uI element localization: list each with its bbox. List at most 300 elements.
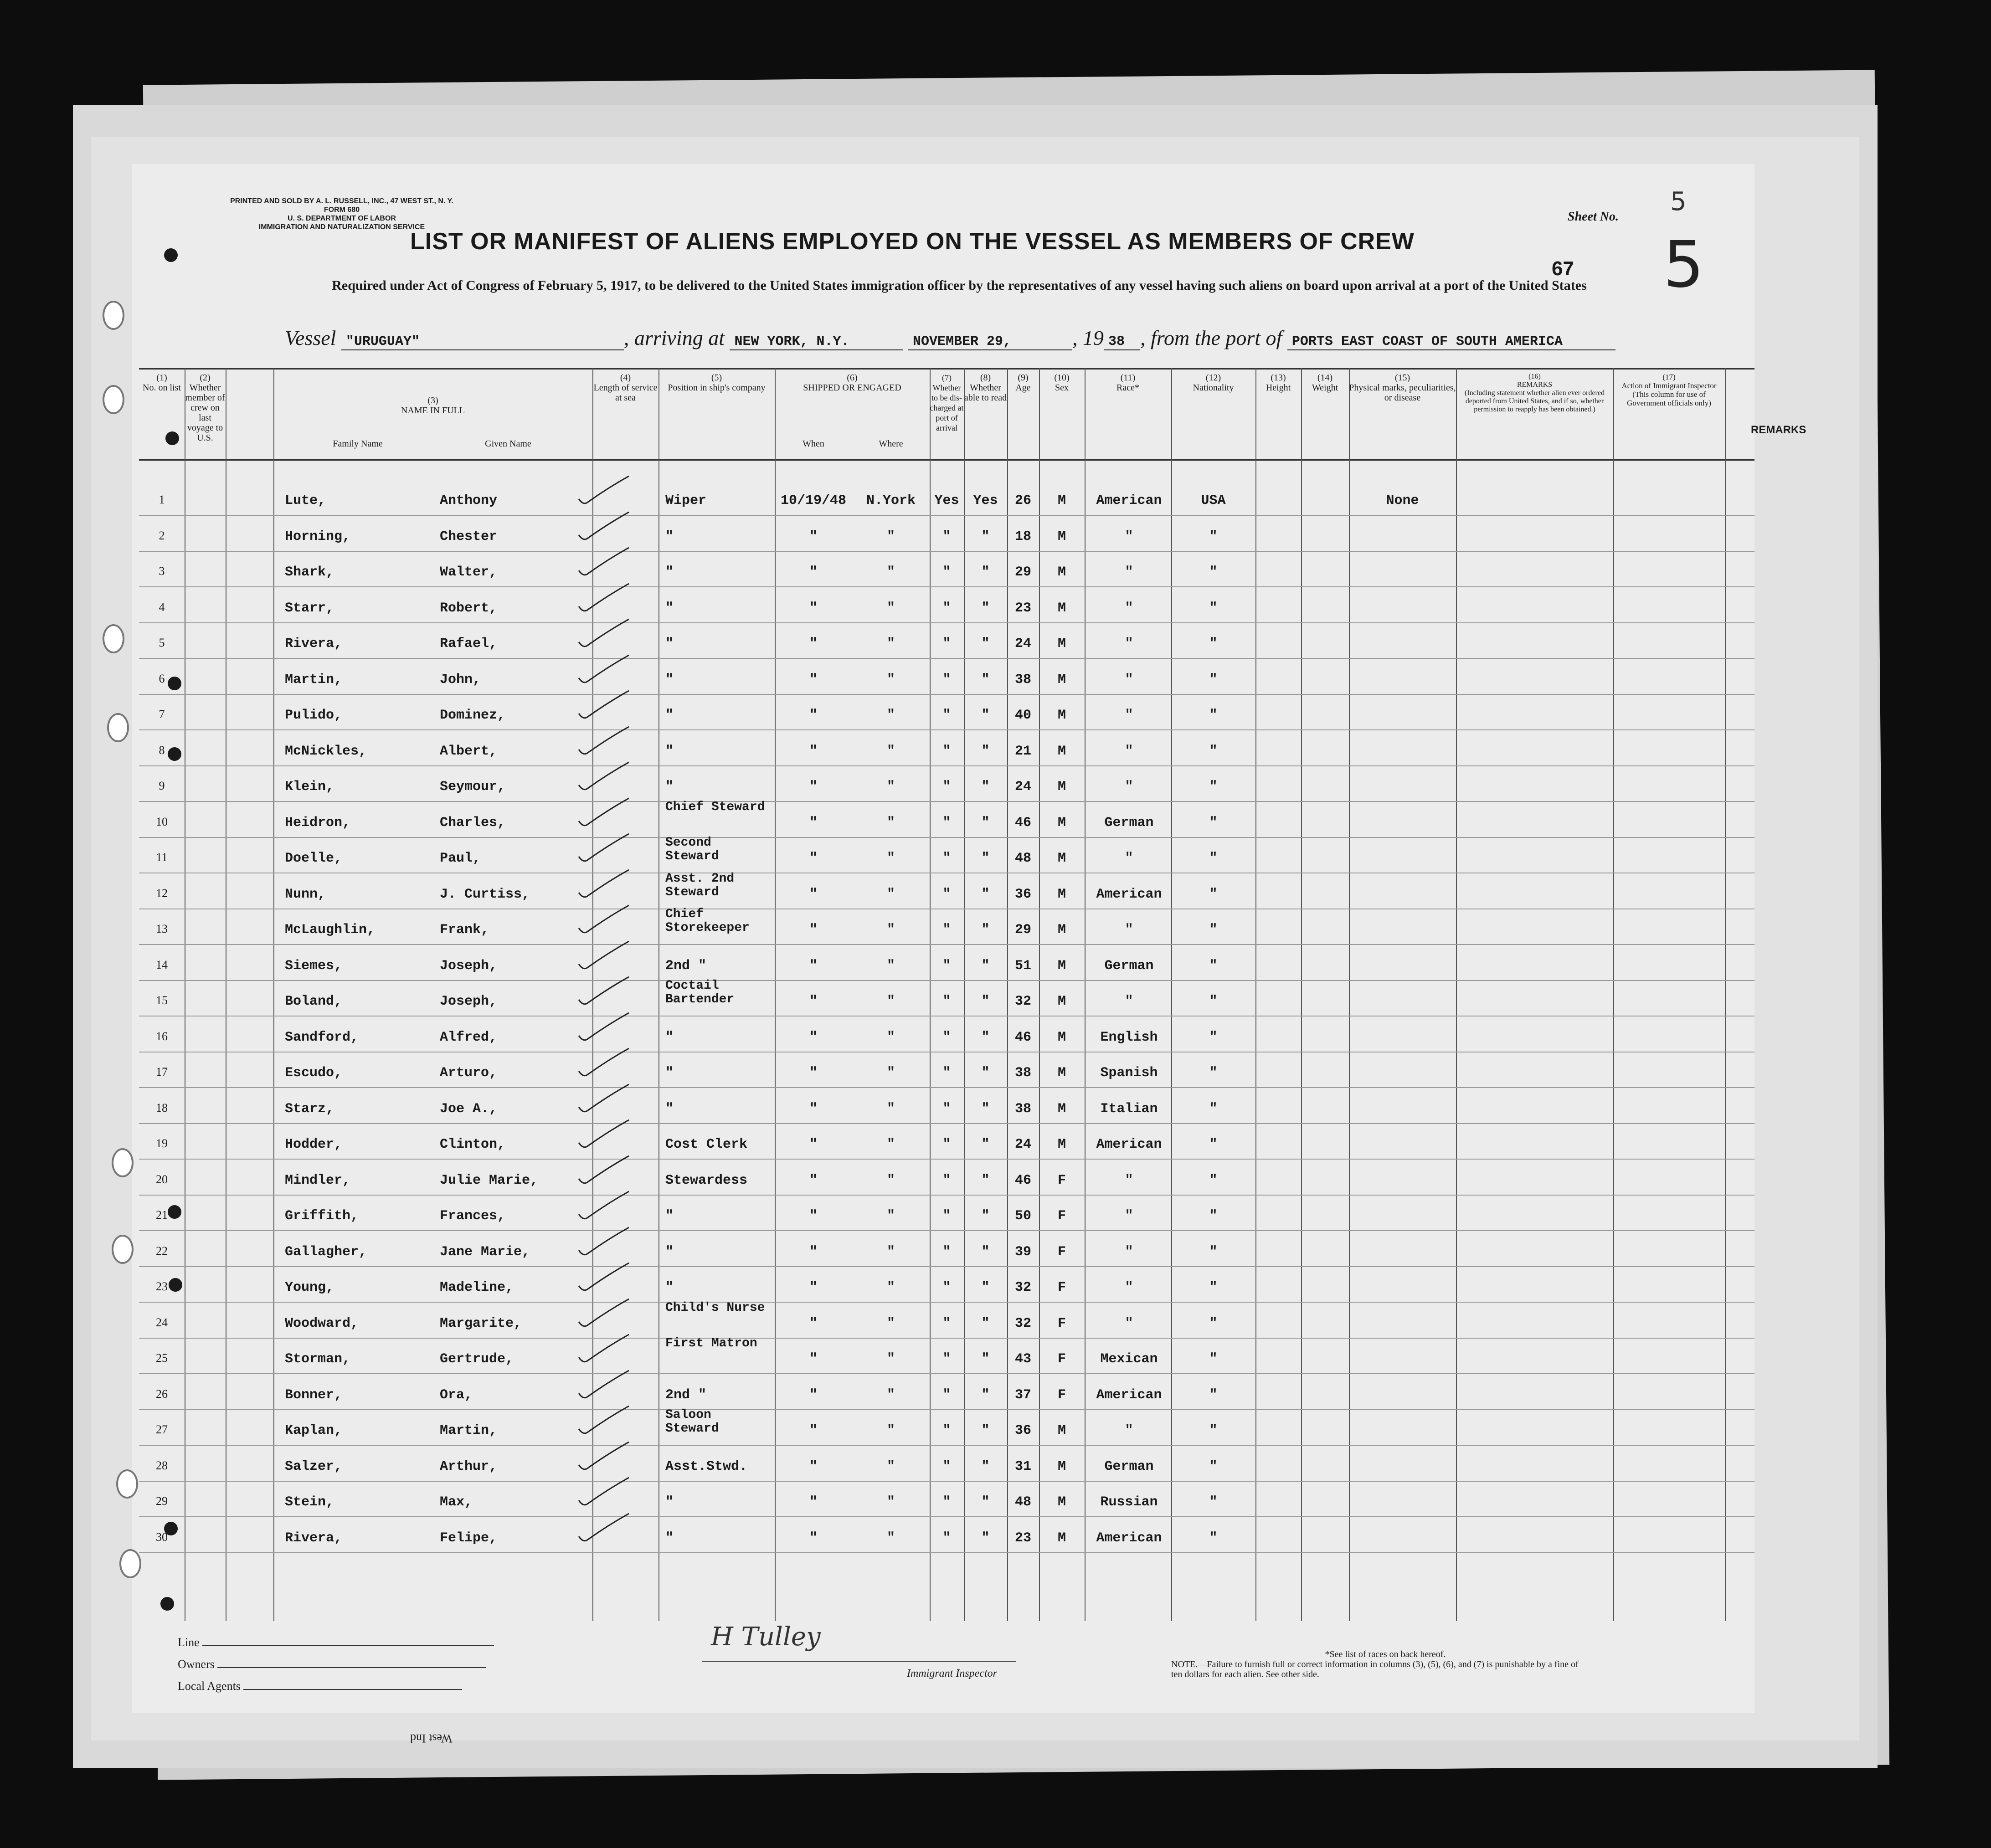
cell-given-name: Gertrude,	[440, 1351, 514, 1367]
cell-race: American	[1096, 886, 1162, 902]
column-header-when: When	[803, 439, 824, 449]
cell-nationality: USA	[1201, 493, 1226, 508]
column-header-given-name: Given Name	[485, 439, 531, 449]
cell-age: 24	[1014, 1137, 1031, 1152]
cell-position: "	[665, 1101, 674, 1117]
arrival-date: NOVEMBER 29,	[908, 334, 1072, 350]
cell-given-name: Arturo,	[440, 1065, 498, 1081]
cell-shipped-where: "	[886, 672, 895, 688]
cell-row-number: 26	[156, 1387, 168, 1401]
cell-nationality: "	[1209, 1101, 1218, 1117]
cell-able-to-read: "	[981, 958, 990, 974]
cell-discharged: "	[942, 1101, 951, 1117]
table-row	[139, 1198, 1754, 1236]
cell-sex: M	[1057, 779, 1066, 795]
cell-family-name: Salzer,	[285, 1458, 343, 1474]
column-header-position: (5) Position in ship's company	[668, 373, 766, 393]
cell-race: "	[1125, 1244, 1133, 1260]
cell-given-name: Robert,	[440, 600, 498, 616]
cell-family-name: Young,	[285, 1280, 334, 1295]
cell-row-number: 27	[156, 1423, 168, 1436]
table-row	[139, 1163, 1754, 1200]
arriving-port: NEW YORK, N.Y.	[730, 334, 903, 350]
printer-line: U. S. DEPARTMENT OF LABOR	[288, 215, 396, 222]
cell-able-to-read: "	[981, 1137, 990, 1152]
table-row	[139, 1270, 1754, 1307]
cell-family-name: McNickles,	[285, 743, 367, 759]
check-mark-icon	[576, 724, 631, 761]
cell-position: "	[665, 1065, 674, 1081]
cell-age: 18	[1014, 529, 1031, 544]
check-mark-icon	[576, 617, 631, 653]
check-mark-icon	[576, 760, 631, 796]
cell-race: "	[1125, 708, 1133, 723]
cell-shipped-when: "	[809, 851, 818, 866]
cell-able-to-read: "	[981, 1530, 990, 1546]
cell-position: "	[665, 529, 674, 544]
column-header-inspector-action: (17) Action of Immigrant Inspector (This column for use of Government officials only)	[1621, 373, 1717, 407]
cell-shipped-when: "	[809, 529, 818, 544]
cell-able-to-read: "	[981, 708, 990, 723]
binder-ring-icon	[116, 1469, 138, 1499]
cell-sex: M	[1057, 708, 1066, 723]
cell-shipped-where: "	[886, 600, 895, 616]
cell-given-name: Paul,	[440, 851, 481, 866]
cell-shipped-where: "	[886, 1423, 895, 1438]
table-row	[139, 662, 1754, 699]
cell-sex: F	[1057, 1172, 1066, 1188]
table-row	[139, 907, 1754, 950]
cell-shipped-when: "	[809, 1172, 818, 1188]
cell-race: "	[1125, 672, 1133, 688]
cell-discharged: "	[942, 1029, 951, 1045]
check-mark-icon	[576, 975, 631, 1011]
vessel-name: "URUGUAY"	[341, 334, 624, 350]
check-mark-icon	[576, 1011, 631, 1047]
row-rule	[139, 1445, 1754, 1446]
cell-row-number: 17	[156, 1065, 168, 1078]
check-mark-icon	[576, 1046, 631, 1083]
cell-able-to-read: "	[981, 600, 990, 616]
side-remarks-label: REMARKS	[1751, 424, 1806, 436]
cell-row-number: 13	[156, 922, 168, 935]
from-port-label: , from the port of	[1140, 326, 1282, 349]
cell-discharged: "	[942, 1530, 951, 1546]
check-mark-icon	[576, 1297, 631, 1333]
check-mark-icon	[576, 474, 631, 510]
cell-nationality: "	[1209, 1494, 1218, 1510]
cell-sex: M	[1057, 994, 1066, 1009]
cell-shipped-when: "	[809, 815, 818, 831]
cell-nationality: "	[1209, 600, 1218, 616]
cell-given-name: Jane Marie,	[440, 1244, 530, 1260]
column-header-age: (9) Age	[1015, 373, 1031, 393]
cell-able-to-read: "	[981, 1172, 990, 1188]
cell-race: Russian	[1100, 1494, 1158, 1510]
cell-shipped-when: "	[809, 779, 818, 795]
cell-shipped-when: "	[809, 600, 818, 616]
cell-position: "	[665, 1530, 674, 1546]
cell-sex: M	[1057, 1423, 1066, 1438]
cell-sex: M	[1057, 958, 1066, 974]
cell-position: Second Steward	[665, 836, 719, 863]
cell-shipped-where: "	[886, 922, 895, 938]
cell-position: "	[665, 1208, 674, 1224]
cell-shipped-when: "	[809, 1387, 818, 1403]
binder-ring-icon	[107, 713, 129, 742]
cell-shipped-where: "	[886, 1280, 895, 1295]
cell-shipped-when: "	[809, 1065, 818, 1081]
column-header-discharged: (7) Whether to be dis- charged at port of arrival	[930, 373, 964, 432]
cell-shipped-when: "	[809, 994, 818, 1009]
cell-shipped-when: "	[809, 743, 818, 759]
cell-given-name: Arthur,	[440, 1458, 498, 1474]
cell-family-name: Siemes,	[285, 958, 343, 974]
cell-given-name: Frances,	[440, 1208, 506, 1224]
cell-row-number: 22	[156, 1244, 168, 1258]
cell-age: 51	[1014, 958, 1031, 974]
cell-race: "	[1125, 1172, 1133, 1188]
table-row	[139, 1336, 1754, 1379]
cell-able-to-read: "	[981, 743, 990, 759]
cell-able-to-read: "	[981, 851, 990, 866]
cell-shipped-when: "	[809, 1244, 818, 1260]
cell-position: Chief Storekeeper	[665, 907, 750, 935]
cell-discharged: "	[942, 1351, 951, 1367]
column-header-number: (1) No. on list	[143, 373, 181, 393]
table-rule	[139, 368, 1754, 370]
column-header-weight: (14) Weight	[1312, 373, 1338, 393]
cell-race: English	[1100, 1029, 1158, 1045]
cell-shipped-where: N.York	[866, 493, 916, 508]
cell-shipped-where: "	[886, 851, 895, 866]
cell-discharged: "	[942, 1172, 951, 1188]
cell-shipped-where: "	[886, 1458, 895, 1474]
row-rule	[139, 1123, 1754, 1124]
vessel-line	[285, 326, 1615, 350]
cell-position: "	[665, 1494, 674, 1510]
cell-family-name: Starr,	[285, 600, 334, 616]
cell-race: American	[1096, 1387, 1162, 1403]
cell-given-name: Joe A.,	[440, 1101, 498, 1117]
cell-age: 46	[1014, 815, 1031, 831]
cell-sex: M	[1057, 565, 1066, 580]
cell-age: 36	[1014, 886, 1031, 902]
cell-shipped-where: "	[886, 1351, 895, 1367]
sheet-number-label: Sheet No.	[1568, 210, 1619, 224]
table-row	[139, 626, 1754, 663]
cell-sex: F	[1057, 1351, 1066, 1367]
check-mark-icon	[576, 868, 631, 904]
cell-row-number: 11	[156, 851, 168, 864]
cell-race: "	[1125, 1208, 1133, 1224]
cell-family-name: Woodward,	[285, 1315, 359, 1331]
agents-blank	[243, 1689, 462, 1690]
cell-race: American	[1096, 1530, 1162, 1546]
cell-race: "	[1125, 1280, 1133, 1295]
check-mark-icon	[576, 903, 631, 939]
cell-sex: M	[1057, 493, 1066, 508]
cell-nationality: "	[1209, 815, 1218, 831]
cell-given-name: Dominez,	[440, 708, 506, 723]
cell-position: Coctail Bartender	[665, 979, 735, 1006]
cell-position: "	[665, 636, 674, 652]
check-mark-icon	[576, 1475, 631, 1512]
cell-shipped-when: "	[809, 1137, 818, 1152]
cell-given-name: Anthony	[440, 493, 498, 508]
departure-port: PORTS EAST COAST OF SOUTH AMERICA	[1287, 334, 1615, 350]
column-header-read: (8) Whether able to read	[964, 373, 1007, 403]
row-rule	[139, 551, 1754, 552]
cell-discharged: "	[942, 1208, 951, 1224]
cell-race: "	[1125, 743, 1133, 759]
check-mark-icon	[576, 688, 631, 725]
cell-position: 2nd "	[665, 1387, 707, 1403]
table-row	[139, 1484, 1754, 1522]
cell-shipped-when: "	[809, 1530, 818, 1546]
cell-nationality: "	[1209, 1423, 1218, 1438]
document-subtitle: Required under Act of Congress of February 5, 1917, to be delivered to the United States immigration officer by the representatives of any vessel having such aliens on board upon arrival at a port of the United States	[332, 278, 1587, 293]
cell-discharged: "	[942, 565, 951, 580]
cell-shipped-where: "	[886, 1065, 895, 1081]
cell-nationality: "	[1209, 636, 1218, 652]
cell-able-to-read: "	[981, 1351, 990, 1367]
check-mark-icon	[576, 1261, 631, 1297]
cell-shipped-where: "	[886, 1101, 895, 1117]
cell-discharged: "	[942, 600, 951, 616]
row-rule	[139, 1338, 1754, 1339]
column-header-remarks: (16) REMARKS (Including statement whether alien ever ordered deported from United States, and if so, whether permission to reapply has been obtained.)	[1465, 373, 1605, 413]
check-mark-icon	[576, 832, 631, 868]
table-row	[139, 483, 1754, 520]
row-rule	[139, 1159, 1754, 1160]
cell-family-name: Lute,	[285, 493, 326, 508]
cell-nationality: "	[1209, 779, 1218, 795]
owners-label: Owners	[178, 1658, 215, 1671]
cell-given-name: Felipe,	[440, 1530, 498, 1546]
cell-nationality: "	[1209, 1530, 1218, 1546]
cell-position: Cost Clerk	[665, 1137, 748, 1152]
cell-given-name: Martin,	[440, 1423, 498, 1438]
cell-able-to-read: "	[981, 1208, 990, 1224]
cell-position: "	[665, 708, 674, 723]
cell-able-to-read: Yes	[973, 493, 998, 508]
table-row	[139, 590, 1754, 628]
cell-nationality: "	[1209, 922, 1218, 938]
row-rule	[139, 1302, 1754, 1303]
cell-position: "	[665, 600, 674, 616]
column-header-name: (3) NAME IN FULL	[401, 395, 465, 416]
cell-given-name: John,	[440, 672, 481, 688]
cell-row-number: 14	[156, 958, 168, 971]
cell-age: 32	[1014, 994, 1031, 1009]
cell-nationality: "	[1209, 1029, 1218, 1045]
cell-discharged: Yes	[934, 493, 959, 508]
row-rule	[139, 837, 1754, 838]
column-header-sex: (10) Sex	[1054, 373, 1070, 393]
cell-family-name: Pulido,	[285, 708, 343, 723]
cell-age: 37	[1014, 1387, 1031, 1403]
cell-able-to-read: "	[981, 1494, 990, 1510]
sheet-number-value: 5	[1670, 187, 1687, 216]
cell-shipped-when: "	[809, 1351, 818, 1367]
table-row	[139, 1020, 1754, 1057]
fine-note: NOTE.—Failure to furnish full or correct information in columns (3), (5), (6), and (7) is punishable by a fine of ten dollars for each alien. See other side.	[1171, 1659, 1579, 1679]
table-row	[139, 871, 1754, 914]
cell-shipped-where: "	[886, 743, 895, 759]
cell-nationality: "	[1209, 529, 1218, 544]
cell-discharged: "	[942, 743, 951, 759]
cell-row-number: 20	[156, 1172, 168, 1186]
cell-race: "	[1125, 565, 1133, 580]
cell-shipped-where: "	[886, 1244, 895, 1260]
cell-position: Chief Steward	[665, 800, 765, 814]
cell-family-name: Gallagher,	[285, 1244, 367, 1260]
cell-row-number: 19	[156, 1137, 168, 1150]
row-rule	[139, 658, 1754, 659]
column-header-service: (4) Length of service at sea	[593, 373, 658, 403]
column-header-physical-marks: (15) Physical marks, peculiarities, or disease	[1349, 373, 1456, 403]
cell-shipped-when: "	[809, 1423, 818, 1438]
cell-row-number: 10	[156, 815, 168, 828]
cell-family-name: Rivera,	[285, 1530, 343, 1546]
cell-row-number: 4	[159, 600, 165, 614]
cell-family-name: McLaughlin,	[285, 922, 376, 938]
cell-race: "	[1125, 779, 1133, 795]
cell-age: 39	[1014, 1244, 1031, 1260]
cell-family-name: Martin,	[285, 672, 343, 688]
binder-ring-icon	[103, 385, 124, 414]
cell-position: "	[665, 1244, 674, 1260]
cell-nationality: "	[1209, 743, 1218, 759]
cell-row-number: 1	[159, 493, 165, 506]
cell-race: "	[1125, 600, 1133, 616]
cell-race: "	[1125, 922, 1133, 938]
cell-shipped-where: "	[886, 708, 895, 723]
cell-shipped-where: "	[886, 1494, 895, 1510]
cell-family-name: Horning,	[285, 529, 351, 544]
cell-race: "	[1125, 529, 1133, 544]
cell-row-number: 12	[156, 886, 168, 900]
cell-shipped-when: "	[809, 958, 818, 974]
cell-shipped-when: "	[809, 886, 818, 902]
table-rule	[139, 459, 1754, 461]
cell-family-name: Griffith,	[285, 1208, 359, 1224]
table-row	[139, 734, 1754, 771]
cell-sex: F	[1057, 1244, 1066, 1260]
cell-row-number: 18	[156, 1101, 168, 1114]
cell-sex: F	[1057, 1208, 1066, 1224]
cell-age: 38	[1014, 672, 1031, 688]
owners-field	[178, 1658, 486, 1671]
cell-shipped-when: "	[809, 922, 818, 938]
cell-discharged: "	[942, 1458, 951, 1474]
cell-sex: M	[1057, 1458, 1066, 1474]
cell-shipped-where: "	[886, 1208, 895, 1224]
cell-discharged: "	[942, 1244, 951, 1260]
cell-sex: M	[1057, 1065, 1066, 1081]
cell-shipped-when: "	[809, 1101, 818, 1117]
cell-position: "	[665, 1029, 674, 1045]
cell-able-to-read: "	[981, 1065, 990, 1081]
cell-race: German	[1104, 1458, 1154, 1474]
cell-family-name: Bonner,	[285, 1387, 343, 1403]
printer-line: PRINTED AND SOLD BY A. L. RUSSELL, INC., 47 WEST ST., N. Y.	[230, 197, 453, 205]
stamp-number: 67	[1552, 257, 1574, 280]
cell-nationality: "	[1209, 1315, 1218, 1331]
cell-shipped-where: "	[886, 1387, 895, 1403]
check-mark-icon	[576, 510, 631, 546]
cell-discharged: "	[942, 958, 951, 974]
cell-given-name: Frank,	[440, 922, 489, 938]
cell-able-to-read: "	[981, 815, 990, 831]
cell-given-name: Margarite,	[440, 1315, 522, 1331]
cell-nationality: "	[1209, 886, 1218, 902]
cell-row-number: 21	[156, 1208, 168, 1222]
check-mark-icon	[576, 1332, 631, 1369]
check-mark-icon	[576, 653, 631, 689]
line-field	[178, 1636, 494, 1649]
cell-nationality: "	[1209, 1387, 1218, 1403]
cell-given-name: Chester	[440, 529, 498, 544]
check-mark-icon	[576, 1404, 631, 1440]
cell-shipped-when: "	[809, 708, 818, 723]
cell-shipped-when: "	[809, 1029, 818, 1045]
cell-able-to-read: "	[981, 529, 990, 544]
cell-position: "	[665, 779, 674, 795]
cell-able-to-read: "	[981, 1458, 990, 1474]
table-row	[139, 1127, 1754, 1164]
arrival-year: 38	[1104, 334, 1140, 350]
check-mark-icon	[576, 939, 631, 975]
cell-family-name: Hodder,	[285, 1137, 343, 1152]
cell-age: 46	[1014, 1172, 1031, 1188]
cell-age: 31	[1014, 1458, 1031, 1474]
column-header-nationality: (12) Nationality	[1193, 373, 1234, 393]
row-rule	[139, 729, 1754, 730]
row-rule	[139, 1087, 1754, 1088]
column-header-height: (13) Height	[1266, 373, 1291, 393]
cell-discharged: "	[942, 922, 951, 938]
cell-row-number: 25	[156, 1351, 168, 1365]
year-prefix: , 19	[1072, 326, 1104, 349]
cell-able-to-read: "	[981, 1387, 990, 1403]
cell-row-number: 16	[156, 1029, 168, 1043]
cell-position: Asst. 2nd Steward	[665, 871, 735, 899]
cell-given-name: Alfred,	[440, 1029, 498, 1045]
row-rule	[139, 586, 1754, 587]
cell-race: "	[1125, 851, 1133, 866]
cell-able-to-read: "	[981, 1280, 990, 1295]
cell-row-number: 7	[159, 708, 165, 721]
cell-position: "	[665, 565, 674, 580]
row-rule	[139, 1373, 1754, 1374]
cell-family-name: Stein,	[285, 1494, 334, 1510]
cell-age: 29	[1014, 565, 1031, 580]
cell-family-name: Heidron,	[285, 815, 351, 831]
cell-family-name: Doelle,	[285, 851, 343, 866]
cell-shipped-where: "	[886, 886, 895, 902]
cell-race: "	[1125, 1423, 1133, 1438]
cell-discharged: "	[942, 708, 951, 723]
cell-shipped-where: "	[886, 636, 895, 652]
cell-family-name: Sandford,	[285, 1029, 359, 1045]
cell-sex: M	[1057, 1029, 1066, 1045]
cell-sex: F	[1057, 1315, 1066, 1331]
inspector-signature: H Tulley	[711, 1622, 821, 1652]
cell-able-to-read: "	[981, 636, 990, 652]
cell-row-number: 3	[159, 565, 165, 578]
